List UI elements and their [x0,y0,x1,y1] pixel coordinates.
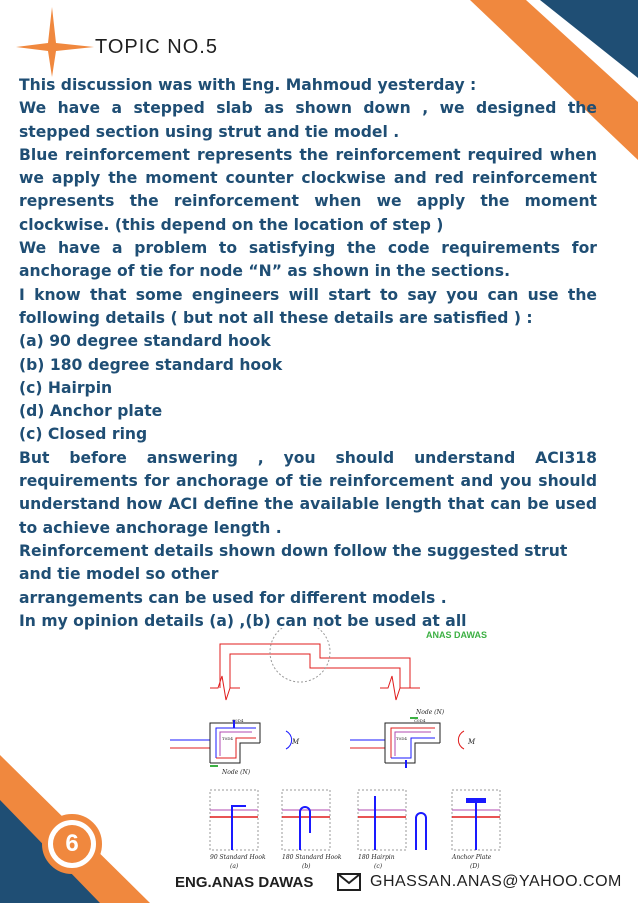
list-item: (c) Closed ring [19,425,148,444]
topic-title: TOPIC NO.5 [95,36,218,58]
detail-d-anchor-plate [452,790,500,850]
stepped-slab-outline [210,644,420,700]
detail-caption: 90 Standard Hook [210,854,266,861]
moment-arrow-left [286,731,292,749]
bar-tag: C0D4 [414,718,426,723]
page-number: 6 [65,830,79,857]
footer-email[interactable]: GHASSAN.ANAS@YAHOO.COM [370,873,622,890]
moment-label: M [468,738,476,746]
moment-label: M [292,738,300,746]
mail-icon [338,874,360,890]
watermark-text: ANAS DAWAS [426,630,488,640]
paragraph: I know that some engineers will start to say you can use the following details ( but not all these details are satisfied ) : [19,285,597,327]
detail-caption: 180 Standard Hook [282,854,342,861]
detail-caption: 180 Hairpin [358,854,395,861]
footer-author: ENG.ANAS DAWAS [175,874,314,891]
star-icon [16,7,94,77]
detail-letter: (D) [470,863,480,870]
bar-tag: T0D4 [396,736,407,741]
detail-circle [270,628,330,682]
reinforcement-drawing [170,628,520,873]
bar-tag: T0D4 [222,736,233,741]
paragraph: Blue reinforcement represents the reinforcement required when we apply the moment counter clockwise and red reinforcement represents the reinforcement when we apply the moment clockwise. (this depend on the location of step ) [19,145,597,234]
paragraph: This discussion was with Eng. Mahmoud yesterday : [19,76,477,94]
paragraph: arrangements can be used for different models . [19,588,447,607]
paragraph: We have a stepped slab as shown down , we designed the stepped section using strut and tie model . [19,99,597,141]
section-left [170,720,260,766]
paragraph: We have a problem to satisfying the code requirements for anchorage of tie for node “N” as shown in the sections. [19,239,597,281]
section-right [350,718,440,768]
moment-arrow-right [458,731,464,749]
detail-c-hairpin [358,790,426,850]
bar-tag: C0D4 [232,718,244,723]
list-item: (a) 90 degree standard hook [19,332,271,351]
detail-letter: (a) [230,863,239,870]
detail-letter: (b) [302,863,311,870]
list-item: (b) 180 degree standard hook [19,355,283,374]
list-item: (d) Anchor plate [19,402,163,421]
paragraph: But before answering , you should understand ACI318 requirements for anchorage of tie reinforcement and you should understand how ACI define the available length that can be used to achieve anchorage length . [19,448,597,537]
body-text [19,74,597,633]
detail-caption: Anchor Plate [452,854,492,861]
node-label: Node (N) [416,709,445,716]
paragraph: In my opinion details (a) ,(b) can not be used at all [19,611,467,630]
node-label: Node (N) [222,769,251,776]
paragraph: Reinforcement details shown down follow the suggested strut and tie model so other [19,541,568,584]
list-item: (c) Hairpin [19,378,113,397]
detail-b-180-hook [282,790,330,850]
detail-a-90-hook [210,790,258,850]
detail-letter: (c) [374,863,383,870]
